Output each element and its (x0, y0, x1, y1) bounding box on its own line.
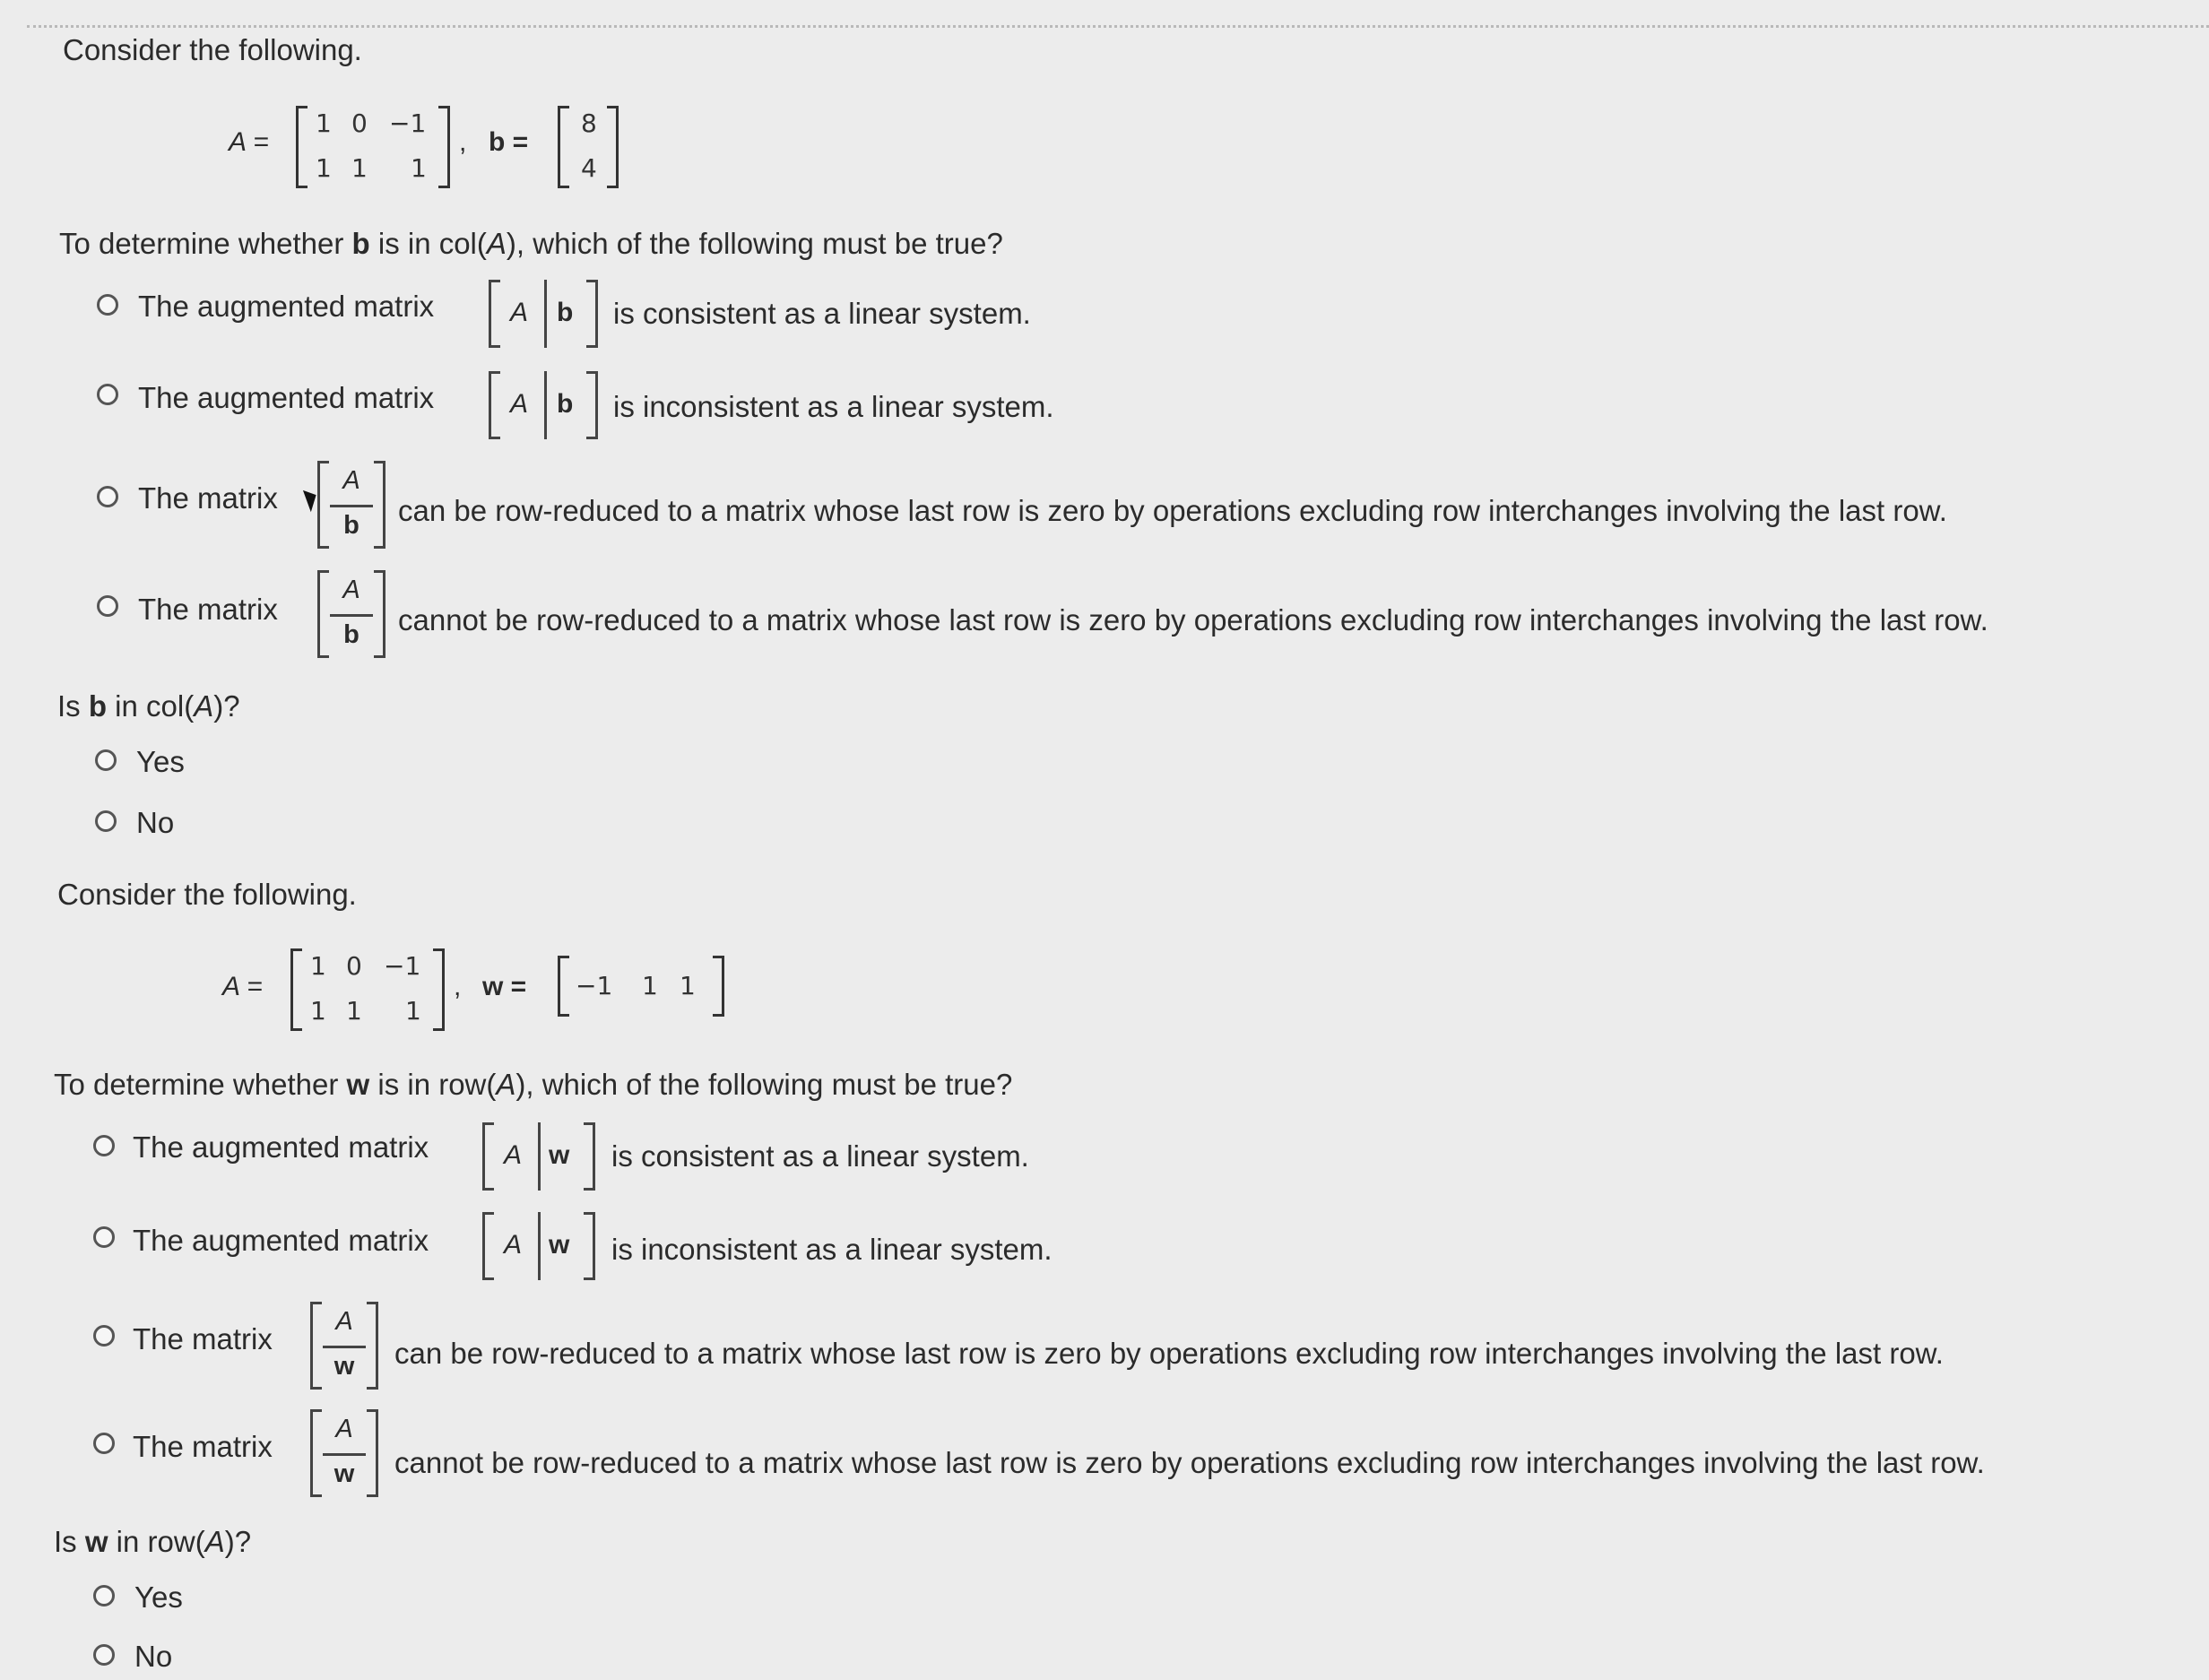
part1-A-r1c1: 1 (316, 108, 332, 138)
option-label-pre: The augmented matrix (138, 381, 435, 414)
part1-intro: Consider the following. (63, 33, 362, 66)
option-label-pre: The augmented matrix (138, 290, 435, 323)
part2-w-3: 1 (680, 971, 696, 1000)
part2-w-2: 1 (642, 971, 658, 1000)
part2-A-r1c2: 0 (346, 951, 362, 981)
augmented-matrix-A-w: A w (482, 1122, 595, 1191)
radio-button[interactable] (95, 810, 117, 832)
part1-A-r2c1: 1 (316, 153, 332, 183)
radio-button[interactable] (97, 486, 118, 507)
option-label-pre: The augmented matrix (133, 1130, 429, 1164)
option-label-post: cannot be row-reduced to a matrix whose last row is zero by operations excluding row interchanges involving the last row. (394, 1446, 1985, 1479)
option-label-post: is consistent as a linear system. (613, 297, 1031, 330)
option-label-pre: The matrix (138, 481, 278, 515)
option-label-post: can be row-reduced to a matrix whose last row is zero by operations excluding row interchanges involving the last row. (398, 494, 1947, 527)
part2-vector-label: w = (482, 972, 527, 1001)
radio-button[interactable] (93, 1135, 115, 1156)
augmented-matrix-A-w: A w (482, 1212, 595, 1280)
option-label-pre: The augmented matrix (133, 1224, 429, 1257)
radio-button[interactable] (95, 749, 117, 771)
part1-A-r2c3: 1 (411, 153, 427, 183)
radio-button[interactable] (93, 1325, 115, 1347)
augmented-matrix-A-b: A b (489, 280, 598, 348)
part2-intro: Consider the following. (57, 878, 357, 911)
radio-button[interactable] (93, 1585, 115, 1606)
option-label-post: cannot be row-reduced to a matrix whose last row is zero by operations excluding row interchanges involving the last row. (398, 603, 1988, 636)
option-label-post: is consistent as a linear system. (611, 1139, 1029, 1173)
yes-label: Yes (134, 1580, 183, 1614)
option-label-pre: The matrix (133, 1322, 273, 1355)
stacked-matrix-A-b: A b (317, 570, 385, 658)
no-label: No (136, 806, 175, 839)
part1-b-1: 8 (581, 108, 597, 138)
no-label: No (134, 1640, 173, 1673)
radio-button[interactable] (93, 1226, 115, 1248)
part2-matrix-label: A = (222, 972, 263, 1001)
part1-A-r1c2: 0 (351, 108, 368, 138)
part1-comma: , (459, 127, 467, 157)
option-label-pre: The matrix (133, 1430, 273, 1463)
stacked-matrix-A-w: A w (310, 1302, 378, 1390)
part2-A-r2c3: 1 (405, 996, 421, 1026)
stacked-matrix-A-w: A w (310, 1409, 378, 1497)
option-label-post: is inconsistent as a linear system. (613, 390, 1054, 423)
part2-vector-w (558, 956, 724, 1017)
part1-vector-b (558, 106, 619, 188)
augmented-matrix-A-b: A b (489, 371, 598, 439)
radio-button[interactable] (93, 1433, 115, 1454)
part2-matrix-A (290, 948, 445, 1031)
part2-w-1: −1 (576, 971, 613, 1000)
part2-A-r2c1: 1 (310, 996, 326, 1026)
part1-followup-question: Is b in col(A)? (57, 689, 240, 723)
part2-A-r1c3: −1 (384, 951, 421, 981)
top-divider (27, 25, 2209, 28)
part1-b-2: 4 (581, 153, 597, 183)
part1-vector-label: b = (489, 127, 529, 157)
part2-A-r2c2: 1 (346, 996, 362, 1026)
part2-comma: , (454, 972, 462, 1001)
option-label-post: can be row-reduced to a matrix whose last row is zero by operations excluding row interchanges involving the last row. (394, 1337, 1944, 1370)
part2-question: To determine whether w is in row(A), which of the following must be true? (54, 1068, 1013, 1101)
radio-button[interactable] (97, 294, 118, 316)
option-label-post: is inconsistent as a linear system. (611, 1233, 1053, 1266)
part1-matrix-A (296, 106, 450, 188)
part1-A-r1c3: −1 (389, 108, 427, 138)
part2-followup-question: Is w in row(A)? (54, 1525, 252, 1558)
option-label-pre: The matrix (138, 593, 278, 626)
part1-matrix-label: A = (229, 127, 269, 157)
part2-A-r1c1: 1 (310, 951, 326, 981)
part1-question: To determine whether b is in col(A), which of the following must be true? (59, 227, 1003, 260)
yes-label: Yes (136, 745, 185, 778)
stacked-matrix-A-b: A b (317, 461, 385, 549)
radio-button[interactable] (93, 1644, 115, 1666)
radio-button[interactable] (97, 384, 118, 405)
part1-A-r2c2: 1 (351, 153, 368, 183)
radio-button[interactable] (97, 595, 118, 617)
